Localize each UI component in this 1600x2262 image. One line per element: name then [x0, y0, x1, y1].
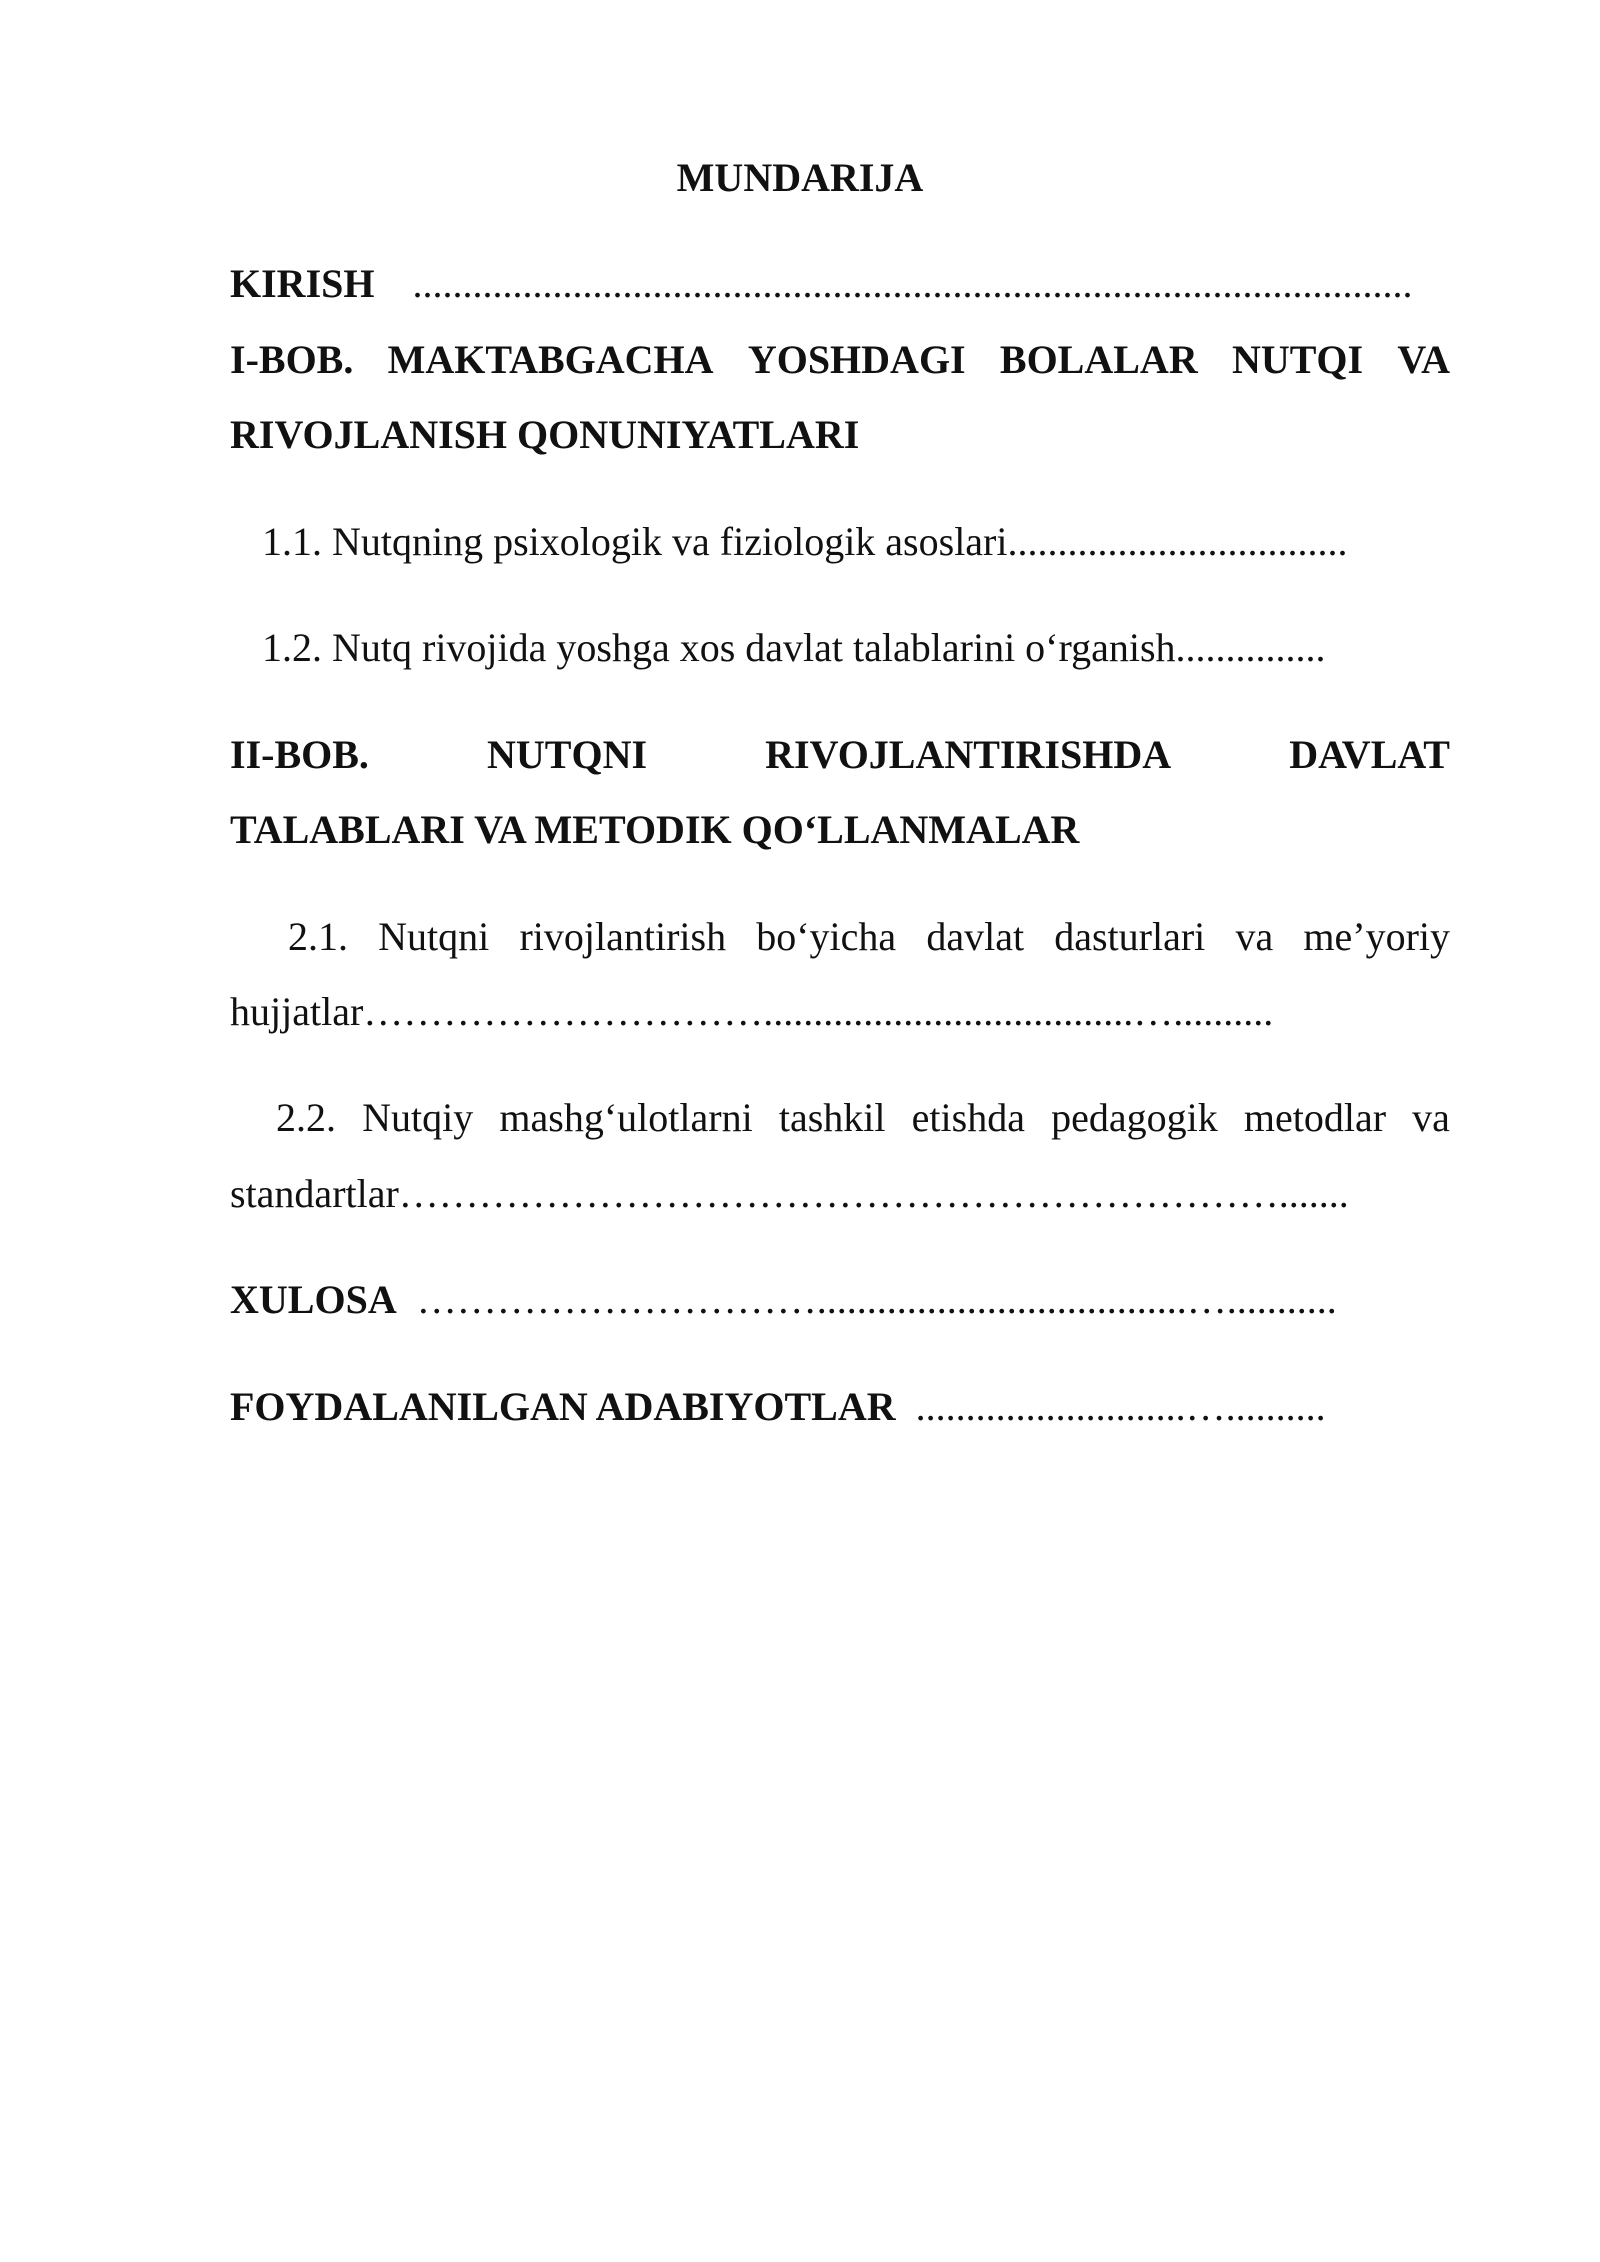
toc-leader-dots: .................................................................................................... — [412, 261, 1413, 306]
entry-word: mashg‘ulotlarni — [499, 1095, 753, 1140]
entry-word: metodlar — [1243, 1095, 1387, 1140]
entry-word: etishda — [911, 1095, 1025, 1140]
heading-word: I-BOB. — [230, 337, 354, 382]
toc-chapter-1-heading-line-1 — [230, 336, 1450, 384]
toc-leader-dots: ………………………….....................................…........... — [416, 1277, 1337, 1322]
entry-word: 2.2. — [276, 1095, 336, 1140]
heading-word: BOLALAR — [999, 337, 1198, 382]
toc-chapter-2-heading-line-1 — [230, 731, 1450, 779]
entry-word: Nutqiy — [362, 1095, 474, 1140]
toc-entry-label: KIRISH — [230, 261, 375, 306]
entry-word: bo‘yicha — [756, 914, 897, 959]
toc-entry-references — [230, 1383, 1450, 1431]
heading-word: II-BOB. — [230, 732, 369, 777]
page-title: MUNDARIJA — [676, 155, 924, 200]
heading-word: NUTQI — [1231, 337, 1364, 382]
entry-word: Nutqni — [378, 914, 490, 959]
heading-word: DAVLAT — [1289, 732, 1450, 777]
toc-chapter-2-heading-line-2: TALABLARI VA METODIK QO‘LLANMALAR — [230, 807, 1080, 852]
entry-word: me’yoriy — [1303, 914, 1450, 959]
toc-leader-dots: ...........................….......... — [915, 1384, 1326, 1429]
entry-word: davlat — [926, 914, 1025, 959]
heading-word: NUTQNI — [487, 732, 648, 777]
entry-word: tashkil — [778, 1095, 886, 1140]
toc-section-1-2: 1.2. Nutq rivojida yoshga xos davlat talablarini o‘rganish............... — [262, 625, 1326, 670]
entry-word: rivojlantirish — [519, 914, 727, 959]
toc-section-2-1-line-1 — [230, 913, 1450, 961]
heading-word: MAKTABGACHA — [387, 337, 714, 382]
toc-entry-label: XULOSA — [230, 1277, 397, 1322]
toc-entry-label: FOYDALANILGAN ADABIYOTLAR — [230, 1384, 896, 1429]
toc-section-2-1-line-2: hujjatlar………………………….....................................….......... — [230, 989, 1274, 1034]
heading-word: YOSHDAGI — [747, 337, 966, 382]
toc-chapter-1-heading-line-2: RIVOJLANISH QONUNIYATLARI — [230, 412, 860, 457]
toc-section-2-2-line-2: standartlar…………………………………………………………....... — [230, 1171, 1349, 1216]
entry-word: va — [1235, 914, 1274, 959]
toc-section-2-2-line-1 — [230, 1094, 1450, 1142]
heading-word: VA — [1397, 337, 1450, 382]
heading-word: RIVOJLANTIRISHDA — [765, 732, 1172, 777]
toc-entry-xulosa — [230, 1276, 1450, 1324]
entry-word: va — [1412, 1095, 1450, 1140]
toc-section-1-1: 1.1. Nutqning psixologik va fiziologik asoslari.................................. — [262, 519, 1348, 564]
entry-word: dasturlari — [1054, 914, 1206, 959]
entry-word: pedagogik — [1051, 1095, 1218, 1140]
entry-word: 2.1. — [288, 914, 348, 959]
toc-entry-kirish — [230, 260, 1450, 308]
